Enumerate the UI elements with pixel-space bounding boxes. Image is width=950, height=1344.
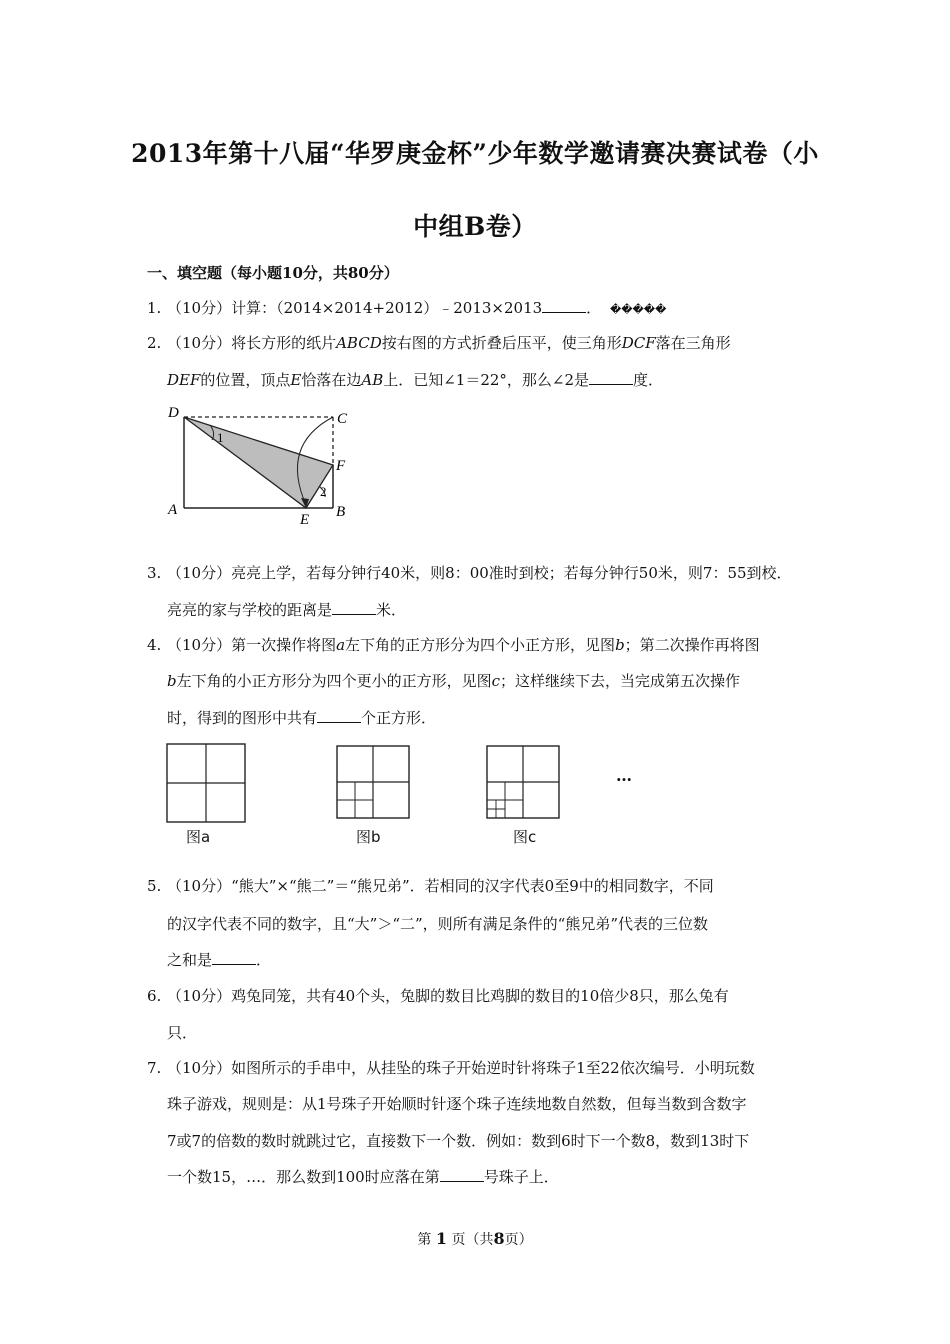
q4-fig-b-ref: b [615,636,625,654]
footer-text: 页） [504,1232,533,1248]
figure-ellipsis: … [616,766,632,785]
q2-text: 的位置，顶点 [200,371,291,389]
q1-garbled-glyphs: ����� [609,303,667,316]
q7-text: 号珠子上． [483,1168,559,1186]
q4-number: 4. [147,636,162,654]
q3-number: 3. [147,564,162,582]
q3-line-1: （10分）亮亮上学，若每分钟行40米，则8：00准时到校；若每分钟行50米，则7：55到校． [167,564,792,582]
page-footer [0,1229,950,1249]
q4-fig-c-ref: c [491,672,501,690]
q5-text: ． [256,951,272,969]
q1-body: （10分）计算：（2014×2014+2012）﹣2013×2013 [167,299,543,317]
q2-line-1 [167,333,731,353]
q4-fig-b-ref: b [167,672,177,690]
q2-text: 度． [633,371,664,389]
q2-number: 2. [147,334,162,352]
q4-text: ；这样继续下去，当完成第五次操作 [500,672,741,690]
q4-answer-blank [317,708,361,723]
q4-line-1 [167,635,760,655]
caption-figure-b: 图b [356,828,381,846]
q5-line-3 [167,950,271,970]
q2-text: （10分）将长方形的纸片 [167,334,337,352]
q7-line-2: 珠子游戏，规则是：从1号珠子开始顺时针逐个珠子连续地数自然数，但每当数到含数字 [167,1095,747,1113]
q3-text: 米． [376,601,407,619]
q2-label-abcd: ABCD [336,334,382,352]
q4-fig-a-ref: a [336,636,346,654]
q5-line-2: 的汉字代表不同的数字，且“大”＞“二”，则所有满足条件的“熊兄弟”代表的三位数 [167,915,709,933]
caption-figure-a: 图a [186,828,211,846]
label-b: B [336,504,346,520]
page-title-line-1: 2013年第十八届“华罗庚金杯”少年数学邀请赛决赛试卷（小 [131,139,819,168]
q4-text: 个正方形． [361,709,437,727]
figure-c-squares [486,745,560,819]
footer-text: 页（共 [451,1232,494,1248]
label-d: D [168,405,179,421]
label-e: E [300,512,310,528]
folded-triangle-def [184,417,333,508]
q1-text [167,298,666,320]
label-f: F [336,458,346,474]
q2-label-def: DEF [167,371,201,389]
footer-text: 第 [417,1232,432,1248]
q2-text: 按右图的方式折叠后压平，使三角形 [381,334,622,352]
q7-line-1: （10分）如图所示的手串中，从挂坠的珠子开始逆时针将珠子1至22依次编号．小明玩数 [167,1059,755,1077]
section-heading: 一、填空题（每小题10分，共80分） [147,264,399,282]
footer-page-number: 1 [435,1229,447,1248]
q4-text: 左下角的小正方形分为四个更小的正方形，见图 [176,672,492,690]
q7-line-4 [167,1167,559,1187]
q2-answer-blank [589,370,633,385]
q7-line-3: 7或7的倍数的数时就跳过它，直接数下一个数．例如：数到6时下一个数8，数到13时下 [167,1132,750,1150]
q2-text: 落在三角形 [655,334,731,352]
q3-text: 亮亮的家与学校的距离是 [167,601,333,619]
q4-text: ；第二次操作再将图 [624,636,760,654]
q7-answer-blank [440,1167,484,1182]
angle-1-label: 1 [217,430,224,445]
q7-number: 7. [147,1059,162,1077]
q3-answer-blank [332,600,376,615]
figure-b-squares [336,745,410,819]
caption-figure-c: 图c [513,828,537,846]
q1-tail: ． [586,299,602,317]
footer-total-pages: 8 [493,1229,505,1248]
q2-label-dcf: DCF [621,334,656,352]
page-title-line-2: 中组B卷） [413,212,537,241]
q6-line-1: （10分）鸡兔同笼，共有40个头，兔脚的数目比鸡脚的数目的10倍少8只，那么兔有 [167,987,729,1005]
figure-a-squares [166,743,246,823]
folded-rectangle-figure [160,400,360,530]
q6-line-2: 只． [167,1024,198,1042]
q7-text: 一个数15，…．那么数到100时应落在第 [167,1168,440,1186]
q2-line-2 [167,370,663,390]
q5-answer-blank [212,950,256,965]
q1-number: 1. [147,299,162,317]
q6-number: 6. [147,987,162,1005]
q4-text: （10分）第一次操作将图 [167,636,337,654]
q2-label-ab: AB [361,371,384,389]
q5-number: 5. [147,877,162,895]
q2-text: 恰落在边 [301,371,362,389]
angle-2-label: 2 [320,484,327,499]
q1-answer-blank [542,298,586,313]
q2-text: 上．已知∠1＝22°，那么∠2是 [383,371,590,389]
q5-line-1: （10分）“熊大”×“熊二”＝“熊兄弟”．若相同的汉字代表0至9中的相同数字，不同 [167,877,714,895]
q4-line-2 [167,671,740,691]
q3-line-2 [167,600,406,620]
q5-text: 之和是 [167,951,213,969]
label-c: C [337,411,348,427]
label-a: A [168,502,178,518]
q2-label-e: E [290,371,302,389]
q4-text: 左下角的正方形分为四个小正方形，见图 [345,636,616,654]
q4-line-3 [167,708,436,728]
q4-text: 时，得到的图形中共有 [167,709,318,727]
